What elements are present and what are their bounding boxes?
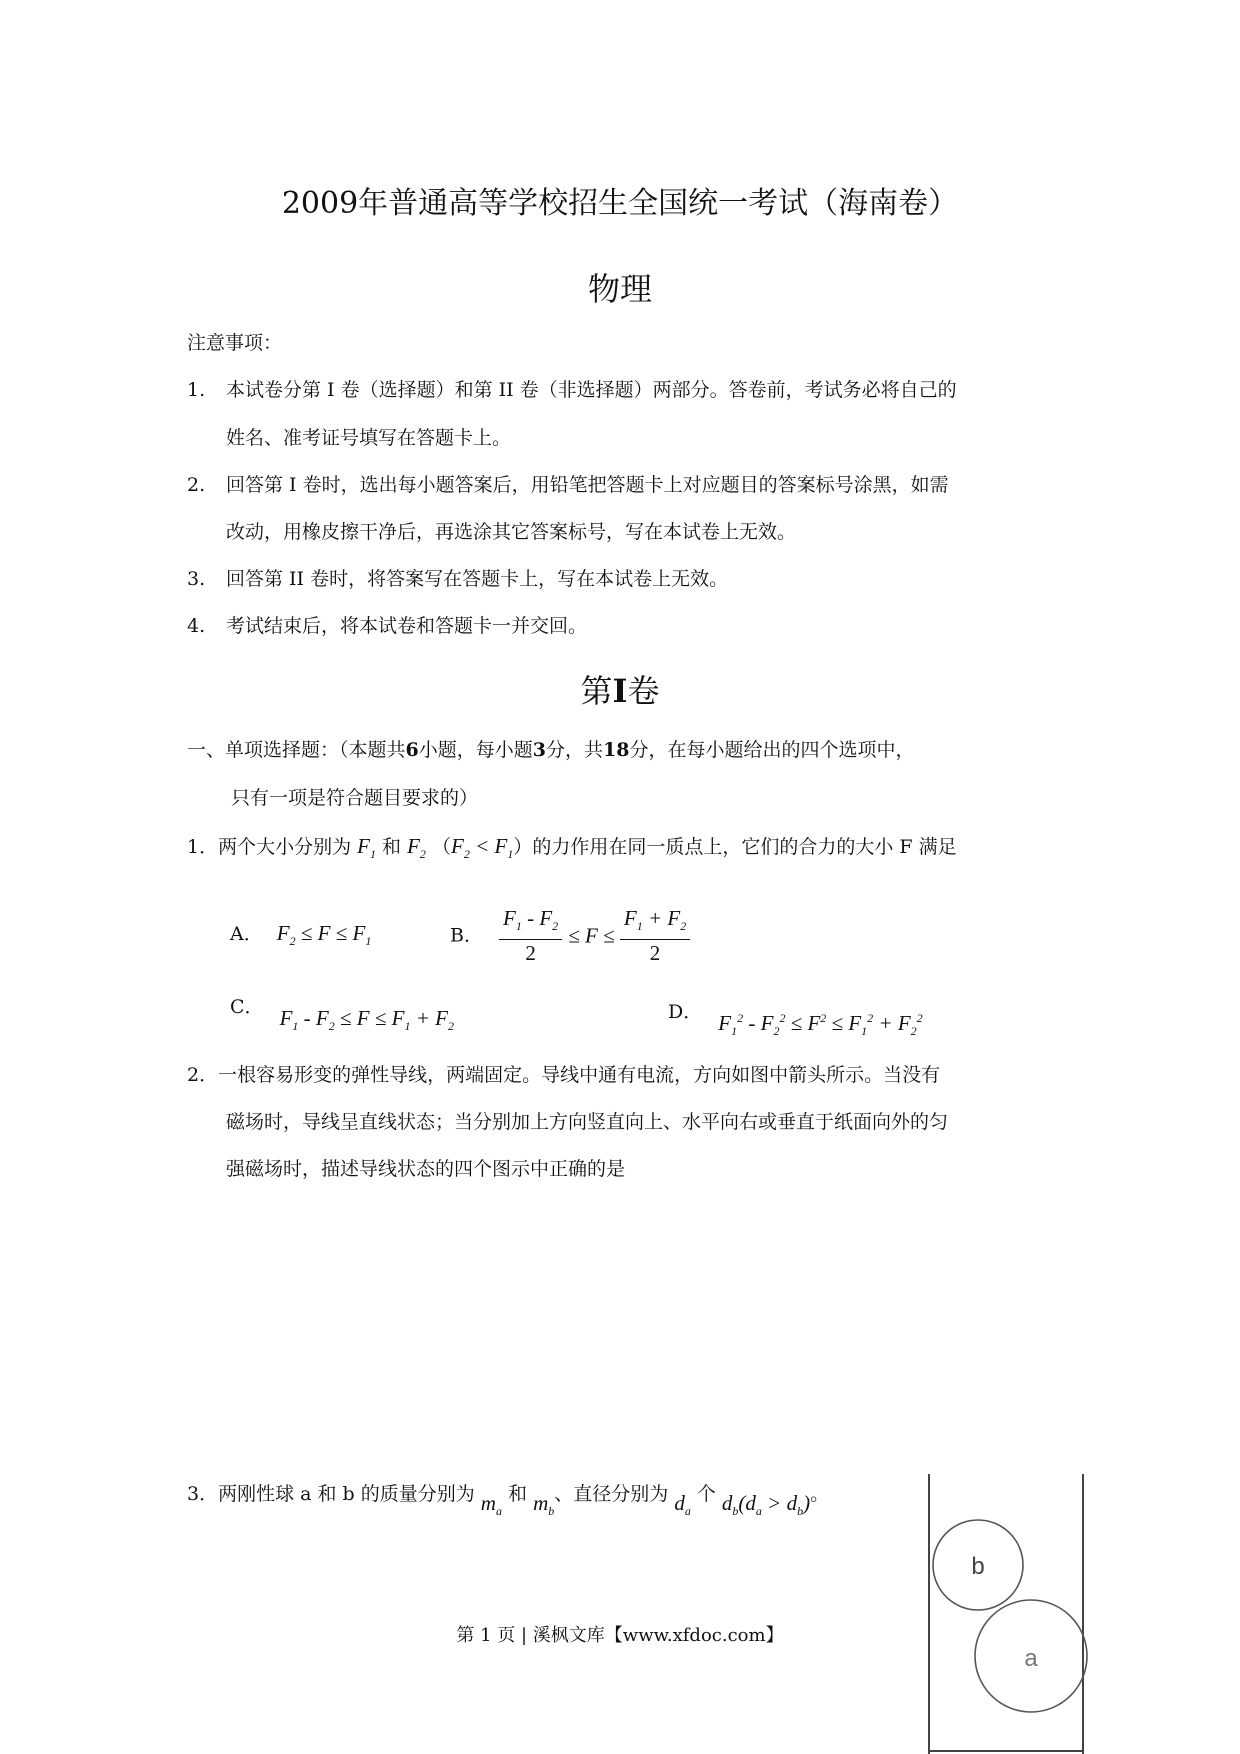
ball-b-label: b [971, 1553, 985, 1580]
exam-title: 2009年普通高等学校招生全国统一考试（海南卷） [281, 186, 959, 221]
notice-heading: 注意事项： [187, 332, 283, 354]
subject-title: 物理 [587, 270, 652, 308]
page-footer: 第 1 页 | 溪枫文库【www.xfdoc.com】 [456, 1625, 784, 1646]
ball-a-label: a [1024, 1645, 1038, 1672]
notice-item-1-line2: 姓名、准考证号填写在答题卡上。 [226, 427, 512, 449]
notice-item-4-line1: 考试结束后，将本试卷和答题卡一并交回。 [226, 615, 588, 637]
section1-heading: 一、单项选择题：（本题共6小题，每小题3分，共18分，在每小题给出的四个选项中， [187, 739, 915, 761]
q3-container-figure [925, 1468, 1090, 1754]
notice-item-2-line2: 改动，用橡皮擦干净后，再选涂其它答案标号，写在本试卷上无效。 [226, 521, 797, 543]
q2-line3: 强磁场时，描述导线状态的四个图示中正确的是 [226, 1158, 626, 1180]
q1-option-a: A． $F_2 \le F \le F_1$ [230, 921, 372, 949]
formula-f2: $F_2$ [407, 834, 426, 862]
q2-line1: 2．一根容易形变的弹性导线，两端固定。导线中通有电流，方向如图中箭头所示。当没有 [187, 1064, 941, 1086]
q1-option-c: C． $F_1 - F_2 \le F \le F_1 + F_2$ [230, 996, 454, 1034]
section1-heading-line2: 只有一项是符合题目要求的） [231, 787, 479, 809]
notice-item-1-num: 1. [187, 379, 206, 401]
notice-item-4-num: 4. [187, 615, 206, 637]
formula-f1: $F_1$ [357, 834, 376, 862]
formula-f2-lt-f1: $F_2 < F_1$ [450, 834, 514, 862]
q2-line2: 磁场时，导线呈直线状态；当分别加上方向竖直向上、水平向右或垂直于纸面向外的匀 [226, 1111, 949, 1133]
notice-item-2-line1: 回答第 I 卷时，选出每小题答案后，用铅笔把答题卡上对应题目的答案标号涂黑，如需 [226, 474, 949, 496]
q1-stem: 1．两个大小分别为 $F_1$ 和 $F_2$ $(F_2 < F_1)$的力作用在同一质点上，它们的合力的大小 F 满足 [187, 834, 957, 862]
notice-item-3-line1: 回答第 II 卷时，将答案写在答题卡上，写在本试卷上无效。 [226, 568, 729, 590]
q1-option-b: B． $\frac{F_1 - F_2}{2}$ ≤ F ≤ $\frac{F_1 + F_2}{2}$ [450, 905, 690, 966]
notice-item-3-num: 3. [187, 568, 206, 590]
notice-item-2-num: 2. [187, 474, 206, 496]
volume-title: 第I卷 [580, 672, 660, 710]
notice-item-1-line1: 本试卷分第 I 卷（选择题）和第 II 卷（非选择题）两部分。答卷前，考试务必将自己的 [226, 379, 957, 401]
q3-stem: 3．两刚性球 a 和 b 的质量分别为 $m_a$ 和 $m_b$、直径分别为 $d_a$ 个 $d_b(d_a > d_b)$。 [187, 1483, 830, 1519]
q1-option-d: D． $F_1^2 - F_2^2 \le F^2 \le F_1^2 + F_2^2$ [668, 1001, 923, 1039]
